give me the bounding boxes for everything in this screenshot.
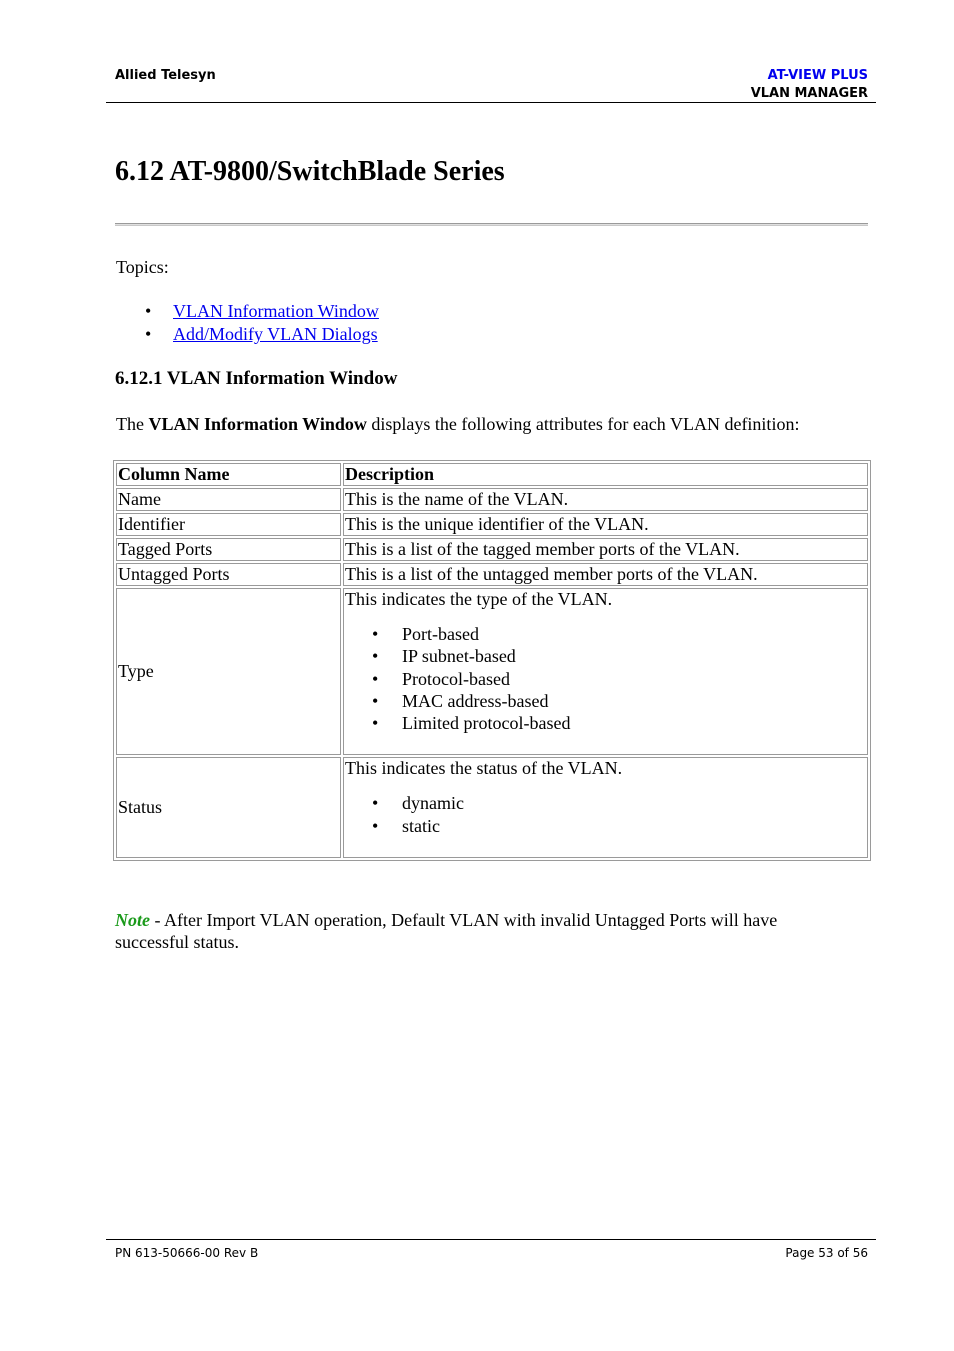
table-row (116, 488, 868, 511)
bullet-icon: • (372, 690, 379, 711)
table-cell-description: This is a list of the tagged member ports of the VLAN. (343, 538, 868, 561)
type-item: Port-based (402, 624, 479, 644)
link-add-modify-vlan-dialogs[interactable]: Add/Modify VLAN Dialogs (173, 324, 378, 344)
status-list (345, 792, 866, 837)
table-cell-description: This is the unique identifier of the VLAN. (343, 513, 868, 536)
table-row-type (116, 588, 868, 755)
subsection-title: 6.12.1 VLAN Information Window (115, 368, 398, 389)
company-name: Allied Telesyn (115, 68, 216, 83)
bullet-icon: • (145, 301, 152, 321)
table-cell-name: Identifier (116, 513, 341, 536)
table-cell-name: Tagged Ports (116, 538, 341, 561)
intro-paragraph (116, 414, 799, 435)
bullet-icon: • (372, 815, 379, 836)
table-cell-name: Status (116, 757, 341, 858)
list-item (345, 712, 866, 734)
table-cell-name: Untagged Ports (116, 563, 341, 586)
list-item (116, 300, 379, 323)
list-item (345, 815, 866, 837)
table-row-status (116, 757, 868, 858)
list-item (345, 668, 866, 690)
page-header (106, 60, 876, 103)
column-header-description: Description (343, 463, 868, 486)
type-list (345, 623, 866, 734)
intro-bold: VLAN Information Window (148, 414, 367, 434)
table-row (116, 513, 868, 536)
part-number: PN 613-50666-00 Rev B (115, 1246, 259, 1260)
intro-prefix: The (116, 414, 149, 434)
type-item: Protocol-based (402, 668, 510, 689)
bullet-icon: • (372, 793, 379, 814)
bullet-icon: • (372, 624, 379, 644)
table-row (116, 563, 868, 586)
table-cell-name: Type (116, 588, 341, 755)
list-item (345, 792, 866, 814)
link-vlan-information-window[interactable]: VLAN Information Window (173, 301, 379, 321)
attributes-table (113, 460, 871, 861)
status-item: dynamic (402, 793, 464, 814)
type-item: Limited protocol-based (402, 713, 571, 734)
horizontal-rule (115, 223, 868, 225)
list-item (345, 623, 866, 645)
table-row (116, 538, 868, 561)
table-cell-description (343, 757, 868, 858)
table-header-row (116, 463, 868, 486)
type-item: MAC address-based (402, 690, 549, 711)
note-text: - After Import VLAN operation, Default VLAN with invalid Untagged Ports will have successful status. (115, 910, 778, 952)
table-cell-name: Name (116, 488, 341, 511)
note-label: Note (115, 910, 150, 930)
product-name: AT-VIEW PLUS (767, 68, 868, 83)
type-item: IP subnet-based (402, 646, 516, 667)
column-header-name: Column Name (116, 463, 341, 486)
page-footer (106, 1239, 876, 1260)
list-item (345, 645, 866, 667)
bullet-icon: • (372, 713, 379, 734)
bullet-icon: • (145, 324, 152, 344)
page-number: Page 53 of 56 (785, 1246, 868, 1260)
list-item (116, 323, 379, 346)
intro-suffix: displays the following attributes for each VLAN definition: (366, 414, 800, 434)
topics-list (116, 300, 379, 346)
status-item: static (402, 815, 440, 836)
note-paragraph (115, 909, 855, 953)
list-item (345, 690, 866, 712)
section-title: 6.12 AT-9800/SwitchBlade Series (115, 156, 505, 187)
status-description: This indicates the status of the VLAN. (345, 758, 623, 779)
type-description: This indicates the type of the VLAN. (345, 589, 613, 609)
module-name: VLAN MANAGER (750, 86, 868, 101)
table-cell-description: This is the name of the VLAN. (343, 488, 868, 511)
topics-label: Topics: (116, 257, 169, 277)
table-cell-description (343, 588, 868, 755)
table-cell-description: This is a list of the untagged member ports of the VLAN. (343, 563, 868, 586)
bullet-icon: • (372, 668, 379, 689)
bullet-icon: • (372, 646, 379, 667)
